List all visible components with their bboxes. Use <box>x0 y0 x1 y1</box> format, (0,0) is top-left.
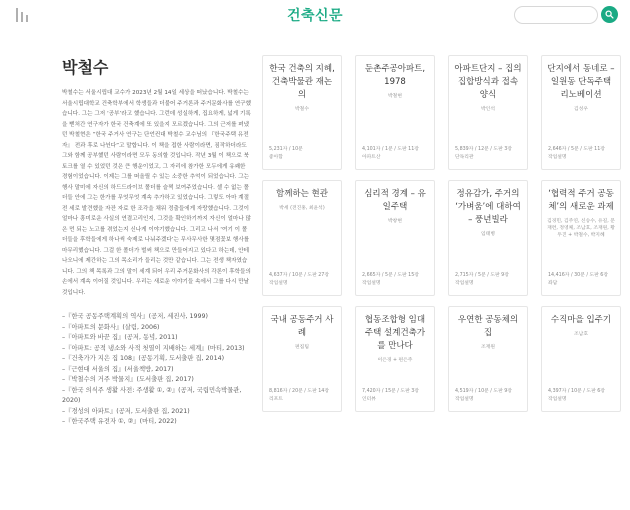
article-card[interactable] <box>262 55 342 170</box>
card-author: 박세 (전진홍, 최윤석) <box>279 206 325 211</box>
book-item: –『한국 의식주 생활 사전: 주생활 ①, ②』(공저, 국립민속박물관, 2020) <box>62 386 242 404</box>
card-title: 단지에서 동네로 – 일원동 단독주택 리노베이션 <box>547 64 615 100</box>
card-title: 한국 건축의 지혜, 건축박물관 재논의 <box>269 64 335 100</box>
author-bio: 박철수는 서울시립대 교수가 2023년 2월 14일 세상을 떠났습니다. 박철수는 서울시립대학교 건축학부에서 학생들과 더불어 주거론과 주거문화사를 연구했습니다. 그는 그저 ‘공부’라고 했습니다. 그런데 성실하게, 집요하게, 넓게 기록을 뻗처간 연구자가 한국 건축계에 또 있을지 모르겠습니다. 그의 근저를 펴냈던 박철현은 “한국 주거사 연구는 단언컨대 박철수 교수님의 『한국주택 유전자』 전과 후로 나뉜다”고 말합니다. 이 책을 접한 사람이라면, 짐작하더라도 그와 함께 공부했던 사람이라면 모두 동의할 것입니다. 작년 3월 이 책으로 북토크를 열 수 있었던 것은 큰 행운이었고, 그 자리에 참가한 모두에게 유쾌한 경험이었습니다. 이제는 그를 떠올릴 수 있는 소중한 추억이 되었습니다. 그는 행사 말미에 자신의 하드드라이브 폴더를 슬쩍 보여주었습니다. 셀 수 없는 폴더들 안에 그는 한가를 무엇무엇 계속 추가하고 있었습니다. 그렇도 아마 계절 전 세로 발견했을 자잔 자료 한 조각을 채워 정출들에게 자랑했습니다. 그것이 얼마나 흥미로운 사실의 연결고리인지, 그것을 확인하기까지 자신이 얼마나 많은 먼 되는 노고를 겪었는지 신나게 이야기했습니다. 그리고 나서 ‘여기 이 폴더들을 후학들에게 하나씩 숙제로 나눠주겠다’는 무사무사한 몇점꽃보 행사를 마무리했습니다. 그걸 한 폴더가 벌써 책으로 만들어지고 있다고 하는데, 안테 나오니에 제간하는 그의 목소리가 들리는 것만 같습니다. 그는 전생 책자였습니다. 그의 책 목록과 그의 말이 세계 되어 우리 주거문화사의 각론이 후학들의 손에서 계속 이어질 것입니다. 우리는 새로운 이야기들 속에서 그를 다시 만날 것입니다. <box>62 90 251 296</box>
book-list <box>62 312 252 428</box>
article-card[interactable] <box>355 55 435 170</box>
card-author: 박인석 <box>481 107 495 112</box>
card-author: 임태병 <box>481 232 495 237</box>
menu-icon[interactable] <box>16 8 28 22</box>
article-card[interactable] <box>541 55 621 170</box>
card-title: 수직마을 입주기 <box>550 315 612 325</box>
card-meta: 5,839자 / 12분 / 도판 3장 단독리관 <box>455 147 512 160</box>
book-item: –『건축가가 지은 집 108』(공동기획, 도서출판 집, 2014) <box>62 355 225 362</box>
card-title: 둔촌주공아파트, 1978 <box>364 64 426 87</box>
card-author: 김경민, 김주연, 신승수, 유길, 문재련, 정영체, 조남호, 조재원, 황두진 + 박철수, 박지혜 <box>547 219 615 238</box>
search-button[interactable] <box>601 6 618 23</box>
article-card[interactable] <box>448 55 528 170</box>
article-card[interactable] <box>355 180 435 296</box>
card-meta: 5,231자 / 10분 좋아함 <box>269 147 303 160</box>
card-author: 이은경 + 편은주 <box>377 358 413 363</box>
card-title: 아파트단지 – 집의 집합방식과 접속양식 <box>454 64 522 100</box>
card-author: 조남호 <box>574 332 588 337</box>
card-title: 함께하는 현관 <box>276 189 328 199</box>
author-name: 박철수 <box>62 58 109 77</box>
card-meta: 4,101자 / 1분 / 도판 11장 아파트산 <box>362 147 419 160</box>
card-meta: 4,637자 / 10분 / 도판 27장 작업설명 <box>269 273 329 286</box>
card-meta: 4,397자 / 10분 / 도판 6장 작업설명 <box>548 389 605 402</box>
card-author: 박철수 <box>295 107 309 112</box>
article-card[interactable] <box>262 180 342 296</box>
author-profile <box>62 55 252 428</box>
card-meta: 2,646자 / 5분 / 도판 11장 작업설명 <box>548 147 605 160</box>
book-item: –『한국주택 유전자 ①, ②』(마티, 2022) <box>62 418 177 425</box>
article-card[interactable] <box>355 306 435 412</box>
card-author: 박철현 <box>388 94 402 99</box>
card-title: 국내 공동주거 사례 <box>270 315 334 338</box>
book-item: –『한국 공동주택계획의 역사』(공저, 세진사, 1999) <box>62 313 209 320</box>
book-item: –『근현대 서울의 집』(서울책방, 2017) <box>62 365 174 373</box>
article-card[interactable] <box>448 306 528 412</box>
card-title: 정유감가, 주거의 ‘가벼움’에 대하여 – 풍년빌라 <box>455 189 521 225</box>
card-author: 조재원 <box>481 345 495 350</box>
card-meta: 4,519자 / 10분 / 도판 9장 작업설명 <box>455 389 512 402</box>
article-grid <box>262 55 621 412</box>
article-card[interactable] <box>541 306 621 412</box>
card-author: 박창현 <box>388 219 402 224</box>
card-meta: 8,816자 / 20분 / 도판 14장 리포트 <box>269 389 329 402</box>
card-meta: 2,715자 / 5분 / 도판 9장 작업설명 <box>455 273 509 286</box>
card-author: 김성우 <box>574 107 588 112</box>
card-title: 우연한 공동체의 집 <box>457 315 519 338</box>
book-item: –『경성의 아파트』(공저, 도서출판 집, 2021) <box>62 407 190 415</box>
site-logo[interactable]: 건축신문 <box>286 8 344 24</box>
book-item: –『아파트와 바꾼 집』(공저, 동녘, 2011) <box>62 334 178 341</box>
card-meta: 2,665자 / 5분 / 도판 15장 작업설명 <box>362 273 419 286</box>
book-item: –『박철수의 거주 박물지』(도서출판 집, 2017) <box>62 376 194 383</box>
article-card[interactable] <box>262 306 342 412</box>
book-item: –『아파트: 공적 냉소와 사적 첫열이 지배하는 세계』(마티, 2013) <box>62 344 245 352</box>
search-input[interactable] <box>514 6 598 24</box>
article-card[interactable] <box>541 180 621 296</box>
book-item: –『아파트의 문화사』(살림, 2006) <box>62 323 160 331</box>
card-title: 심리적 경계 – 유일주택 <box>364 189 426 212</box>
site-header <box>0 0 630 32</box>
card-meta: 14,416자 / 30분 / 도판 6장 좌담 <box>548 273 608 286</box>
card-meta: 7,420자 / 15분 / 도판 3장 인터뷰 <box>362 389 419 402</box>
article-card[interactable] <box>448 180 528 296</box>
search-icon <box>605 10 614 19</box>
card-title: 협동조합형 임대주택 설계건축가를 만나다 <box>364 315 426 351</box>
card-title: ‘협력적 주거 공동체’의 새로운 과제 <box>548 189 614 212</box>
card-author: 편집팀 <box>295 345 309 350</box>
